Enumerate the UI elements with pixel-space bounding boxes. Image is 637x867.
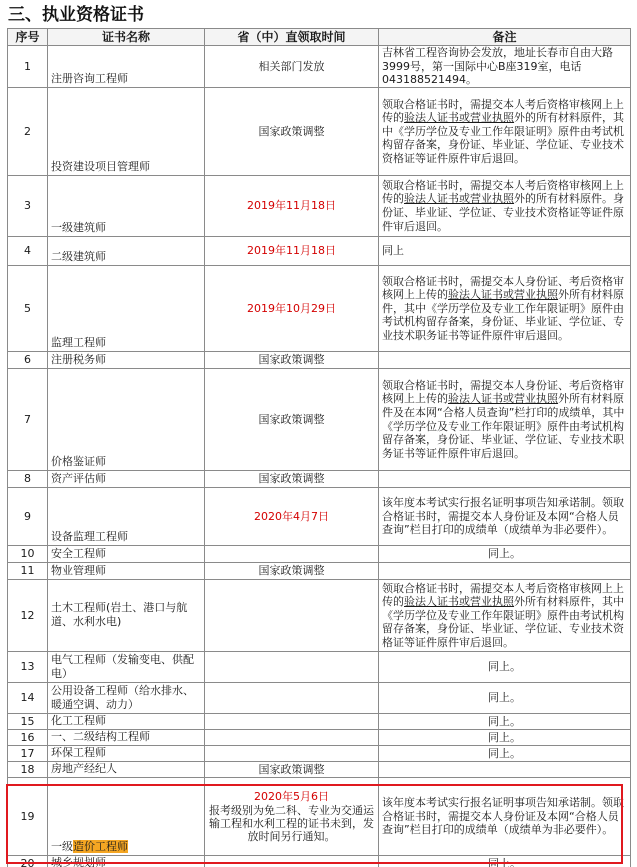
certificate-name: 注册咨询工程师 [48,46,205,88]
table-row [8,856,631,867]
collection-time [205,580,379,652]
collection-time [205,652,379,683]
certificate-name: 监理工程师 [48,266,205,352]
remark: 同上。 [379,746,631,762]
collection-time [205,714,379,730]
remark: 同上。 [379,856,631,867]
table-row [8,266,631,352]
remark: 同上。 [379,652,631,683]
table-row [8,369,631,471]
collection-time [205,730,379,746]
remark [379,88,631,176]
table-row [8,730,631,746]
row-number: 17 [8,746,48,762]
table-row [8,88,631,176]
certificate-name: 注册税务师 [48,352,205,369]
collection-time-note: 报考级别为免二科、专业为交通运输工程和水利工程的证书未到，发放时间另行通知。 [209,804,374,843]
certificate-name [48,778,205,856]
certificate-name: 房地产经纪人 [48,762,205,778]
table-row [8,714,631,730]
row-number: 15 [8,714,48,730]
remark [379,369,631,471]
table-row [8,683,631,714]
header-time: 省（中）直领取时间 [205,29,379,46]
collection-time: 2020年4月7日 [205,488,379,546]
collection-time: 国家政策调整 [205,352,379,369]
row-number: 18 [8,762,48,778]
table-row [8,563,631,580]
header-no: 序号 [8,29,48,46]
remark-text: 外的所有材料原件。身份证、毕业证、学位证、专业技术资格证等证件原件审后退回。 [382,192,624,233]
table-row [8,237,631,266]
table-row [8,352,631,369]
remark-text: 外所有材料原件及在本网“合格人员查询”栏打印的成绩单，其中《学历学位及专业工作年限证明》原件由考试机构留存备案，身份证、毕业证、学位证、专业技术职务证书等证件原件审后退回。 [382,392,625,460]
table-row [8,746,631,762]
remark-underlined: 验法人证书或营业执照 [448,288,558,302]
remark [379,471,631,488]
table-row [8,46,631,88]
table-row [8,762,631,778]
certificate-name: 环保工程师 [48,746,205,762]
remark [379,176,631,237]
remark: 该年度本考试实行报名证明事项告知承诺制。领取合格证书时，需提交本人身份证及本网“合格人员查询”栏目打印的成绩单（成绩单为非必要件）。 [379,778,631,856]
certificate-name-highlighted: 造价工程师 [73,840,128,853]
collection-time: 国家政策调整 [205,471,379,488]
collection-time: 2019年10月29日 [205,266,379,352]
collection-time: 国家政策调整 [205,88,379,176]
remark-text: 领取合格证书时，需提交本人身份证、考后资格审核网上上传的 [382,378,624,406]
collection-time [205,746,379,762]
remark [379,580,631,652]
certificate-name: 二级建筑师 [48,237,205,266]
table-row [8,471,631,488]
table-row [8,488,631,546]
certificate-name: 公用设备工程师（给水排水、暖通空调、动力） [48,683,205,714]
collection-time: 2019年11月18日 [205,237,379,266]
row-number: 4 [8,237,48,266]
table-row [8,546,631,563]
table-row [8,580,631,652]
table-row [8,652,631,683]
collection-time [205,683,379,714]
row-number: 11 [8,563,48,580]
remark-text: 外所有材料原件，其中《学历学位及专业工作年限证明》原件由考试机构留存备案，身份证、毕业证、学位证、专业技术职务证书等证件原件审后退回。 [382,288,624,342]
remark: 同上。 [379,730,631,746]
remark-text: 领取合格证书时，需提交本人身份证、考后资格审核网上上传的 [382,274,624,302]
certificate-name: 安全工程师 [48,546,205,563]
row-number: 19 [8,778,48,856]
remark: 同上 [379,237,631,266]
table-header-row [8,29,631,46]
certificate-name: 价格鉴证师 [48,369,205,471]
row-number: 16 [8,730,48,746]
remark [379,266,631,352]
remark-underlined: 验法人证书或营业执照 [404,192,514,206]
header-note: 备注 [379,29,631,46]
collection-time: 国家政策调整 [205,369,379,471]
remark-text: 外所有材料原件，其中《学历学位及专业工作年限证明》原件由考试机构留存备案，身份证、毕业证、学位证、专业技术资格证等证件原件审后退回。 [382,595,624,649]
certificate-name: 资产评估师 [48,471,205,488]
remark-underlined: 验法人证书或营业执照 [404,111,514,125]
row-number: 6 [8,352,48,369]
remark: 吉林省工程咨询协会发放，地址长春市自由大路3999号，第一国际中心B座319室，电话043188521494。 [379,46,631,88]
collection-time: 国家政策调整 [205,563,379,580]
collection-time [205,546,379,563]
collection-time: 2019年11月18日 [205,176,379,237]
table-row [8,176,631,237]
collection-time: 国家政策调整 [205,762,379,778]
certificate-name: 土木工程师(岩土、港口与航道、水利水电) [48,580,205,652]
collection-date: 2020年5月6日 [254,790,329,803]
remark-text: 领取合格证书时，需提交本人考后资格审核网上上传的 [382,178,624,206]
section-title: 三、执业资格证书 [8,5,144,25]
header-name: 证书名称 [48,29,205,46]
row-number: 14 [8,683,48,714]
certificate-name: 一级建筑师 [48,176,205,237]
collection-time: 相关部门发放 [205,46,379,88]
row-number: 12 [8,580,48,652]
remark-text: 领取合格证书时，需提交本人考后资格审核网上上传的 [382,97,624,125]
remark-text: 领取合格证书时，需提交本人考后资格审核网上上传的 [382,581,624,609]
row-number: 1 [8,46,48,88]
row-number: 20 [8,856,48,867]
certificate-name: 设备监理工程师 [48,488,205,546]
collection-time [205,778,379,856]
remark: 同上。 [379,546,631,563]
remark [379,352,631,369]
row-number: 13 [8,652,48,683]
row-number: 8 [8,471,48,488]
certificate-name: 电气工程师（发输变电、供配电） [48,652,205,683]
remark: 该年度本考试实行报名证明事项告知承诺制。领取合格证书时，需提交本人身份证及本网“合格人员查询”栏目打印的成绩单（成绩单为非必要件）。 [379,488,631,546]
remark: 同上。 [379,683,631,714]
certificate-name: 物业管理师 [48,563,205,580]
certificate-name-prefix: 一级 [51,840,73,853]
row-number: 10 [8,546,48,563]
remark [379,762,631,778]
row-number: 2 [8,88,48,176]
certificate-table [7,28,631,867]
collection-time [205,856,379,867]
row-number: 3 [8,176,48,237]
table-row-highlighted [8,778,631,856]
certificate-name: 一、二级结构工程师 [48,730,205,746]
row-number: 7 [8,369,48,471]
remark-underlined: 验法人证书或营业执照 [448,392,558,406]
row-number: 9 [8,488,48,546]
certificate-name: 城乡规划师 [48,856,205,867]
certificate-name: 化工工程师 [48,714,205,730]
remark [379,563,631,580]
remark-underlined: 验法人证书或营业执照 [404,595,514,609]
certificate-name: 投资建设项目管理师 [48,88,205,176]
row-number: 5 [8,266,48,352]
remark-text: 外的所有材料原件，其中《学历学位及专业工作年限证明》原件由考试机构留存备案，身份证、毕业证、学位证、专业技术资格证等证件原件审后退回。 [382,111,624,165]
remark: 同上。 [379,714,631,730]
